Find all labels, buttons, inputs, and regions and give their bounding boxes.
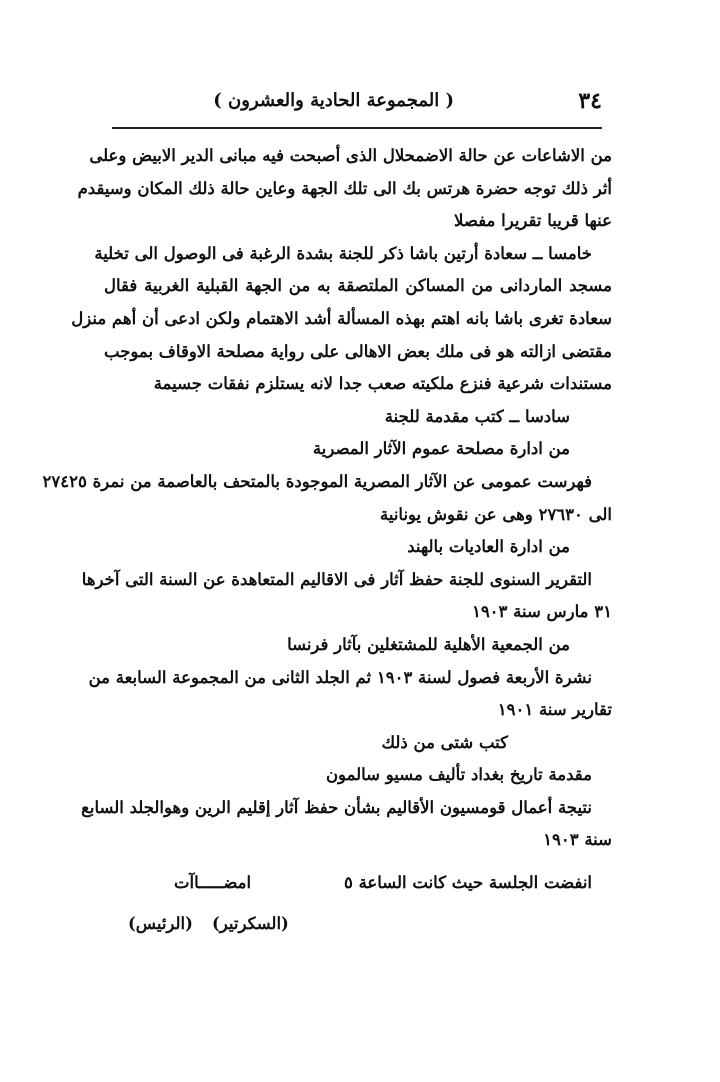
text-line: عنها قريبا تقريرا مفصلا [454, 211, 612, 231]
text-line: مستندات شرعية فنزع ملكيته صعب جدا لانه يستلزم نفقات جسيمة [153, 374, 612, 394]
text-line: التقرير السنوى للجنة حفظ آثار فى الاقاليم المتعاهدة عن السنة التى آخرها [81, 569, 592, 589]
president-label: (الرئيس) [128, 913, 193, 933]
header-rule [112, 127, 602, 129]
text-line: ٣١ مارس سنة ١٩٠٣ [471, 602, 612, 622]
text-line: فهرست عمومى عن الآثار المصرية الموجودة بالمتحف بالعاصمة من نمرة ٢٧٤٢٥ [42, 471, 592, 491]
section-heading: سادسا ــ كتب مقدمة للجنة [384, 406, 570, 426]
text-line: نتيجة أعمال قومسيون الأقاليم بشأن حفظ آثار إقليم الرين وهوالجلد السابع [81, 797, 592, 817]
text-line: من الاشاعات عن حالة الاضمحلال الذى أصبحت فيه مبانى الدير الابيض وعلى [89, 146, 612, 165]
text-line: خامسا ــ سعادة أرتين باشا ذكر للجنة بشدة الرغبة فى الوصول الى تخلية [94, 243, 592, 263]
source-heading: من الجمعية الأهلية للمشتغلين بآثار فرنسا [287, 634, 570, 654]
text-line: سنة ١٩٠٣ [543, 830, 612, 850]
page-header [112, 88, 602, 124]
source-heading: من ادارة مصلحة عموم الآثار المصرية [312, 439, 570, 459]
text-line: مسجد الماردانى من المساكن الملتصقة به من الجهة القبلية الغربية فقال [104, 276, 612, 296]
source-heading: من ادارة العاديات بالهند [407, 537, 570, 557]
secretary-label: (السكرتير) [212, 913, 289, 933]
source-heading: كتب شتى من ذلك [381, 732, 508, 752]
closing-line [104, 867, 612, 900]
body-text [42, 140, 612, 940]
signers-line [104, 908, 612, 941]
text-line: نشرة الأربعة فصول لسنة ١٩٠٣ ثم الجلد الثانى من المجموعة السابعة من [88, 667, 592, 687]
text-line: سعادة تغرى باشا بانه اهتم بهذه المسألة أشد الاهتمام ولكن ادعى أن أهم منزل [71, 308, 612, 328]
running-title: ( المجموعة الحادية والعشرون ) [213, 90, 454, 111]
adjournment-text: انفضت الجلسة حيث كانت الساعة ٥ [343, 873, 592, 893]
text-line: مقتضى ازالته هو فى ملك بعض الاهالى على رواية مصلحة الاوقاف بموجب [104, 341, 612, 361]
page-number: ٣٤ [578, 88, 602, 114]
signatures-label: امضـــــاآت [174, 873, 252, 893]
text-line: تقارير سنة ١٩٠١ [497, 700, 612, 720]
text-line: مقدمة تاريخ بغداد تأليف مسيو سالمون [325, 765, 592, 785]
text-line: أثر ذلك توجه حضرة هرتس بك الى تلك الجهة وعاين حالة ذلك المكان وسيقدم [77, 178, 612, 198]
text-line: الى ٢٧٦٣٠ وهى عن نقوش يونانية [380, 504, 612, 524]
